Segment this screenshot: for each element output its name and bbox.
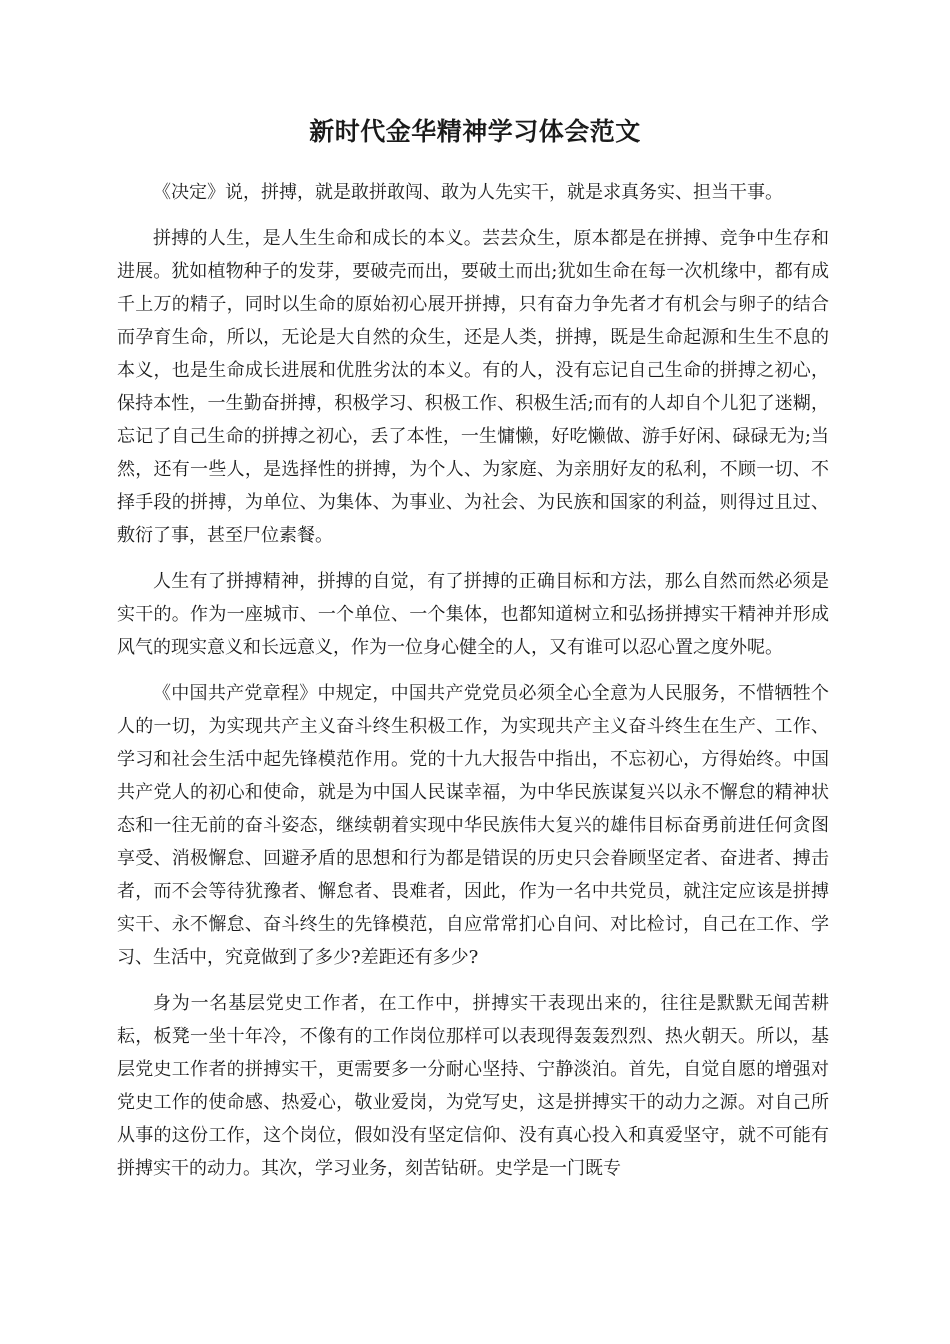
paragraph-2: 拼搏的人生，是人生生命和成长的本义。芸芸众生，原本都是在拼搏、竞争中生存和进展。犹如植物种子的发芽，要破壳而出，要破土而出;犹如生命在每一次机缘中，都有成千上万的精子，同时以生命的原始初心展开拼搏，只有奋力争先者才有机会与卵子的结合而孕育生命，所以，无论是大自然的众生，还是人类，拼搏，既是生命起源和生生不息的本义，也是生命成长进展和优胜劣汰的本义。有的人，没有忘记自己生命的拼搏之初心，保持本性，一生勤奋拼搏，积极学习、积极工作、积极生活;而有的人却自个儿犯了迷糊，忘记了自己生命的拼搏之初心，丢了本性，一生慵懒，好吃懒做、游手好闲、碌碌无为;当然，还有一些人，是选择性的拼搏，为个人、为家庭、为亲朋好友的私利，不顾一切、不择手段的拼搏，为单位、为集体、为事业、为社会、为民族和国家的利益，则得过且过、敷衍了事，甚至尸位素餐。: [117, 228, 829, 546]
paragraph-1: 《决定》说，拼搏，就是敢拼敢闯、敢为人先实干，就是求真务实、担当干事。: [153, 182, 783, 203]
paragraph-4: 《中国共产党章程》中规定，中国共产党党员必须全心全意为人民服务，不惜牺牲个人的一切，为实现共产主义奋斗终生积极工作，为实现共产主义奋斗终生在生产、工作、学习和社会生活中起先锋模范作用。党的十九大报告中指出，不忘初心，方得始终。中国共产党人的初心和使命，就是为中国人民谋幸福，为中华民族谋复兴以永不懈怠的精神状态和一往无前的奋斗姿态，继续朝着实现中华民族伟大复兴的雄伟目标奋勇前进任何贪图享受、消极懈怠、回避矛盾的思想和行为都是错误的历史只会眷顾坚定者、奋进者、搏击者，而不会等待犹豫者、懈怠者、畏难者，因此，作为一名中共党员，就注定应该是拼搏实干、永不懈怠、奋斗终生的先锋模范，自应常常扪心自问、对比检讨，自己在工作、学习、生活中，究竟做到了多少?差距还有多少?: [117, 683, 829, 968]
paragraph-5: 身为一名基层党史工作者，在工作中，拼搏实干表现出来的，往往是默默无闻苦耕耘，板凳一坐十年冷，不像有的工作岗位那样可以表现得轰轰烈烈、热火朝天。所以，基层党史工作者的拼搏实干，更需要多一分耐心坚持、宁静淡泊。首先，自觉自愿的增强对党史工作的使命感、热爱心，敬业爱岗，为党写史，这是拼搏实干的动力之源。对自己所从事的这份工作，这个岗位，假如没有坚定信仰、没有真心投入和真爱坚守，就不可能有拼搏实干的动力。其次，学习业务，刻苦钻研。史学是一门既专: [117, 993, 829, 1179]
paragraph-3: 人生有了拼搏精神，拼搏的自觉，有了拼搏的正确目标和方法，那么自然而然必须是实干的。作为一座城市、一个单位、一个集体，也都知道树立和弘扬拼搏实干精神并形成风气的现实意义和长远意义，作为一位身心健全的人，又有谁可以忍心置之度外呢。: [117, 571, 829, 658]
document-title: 新时代金华精神学习体会范文: [309, 117, 641, 146]
document-body: [117, 176, 829, 1198]
